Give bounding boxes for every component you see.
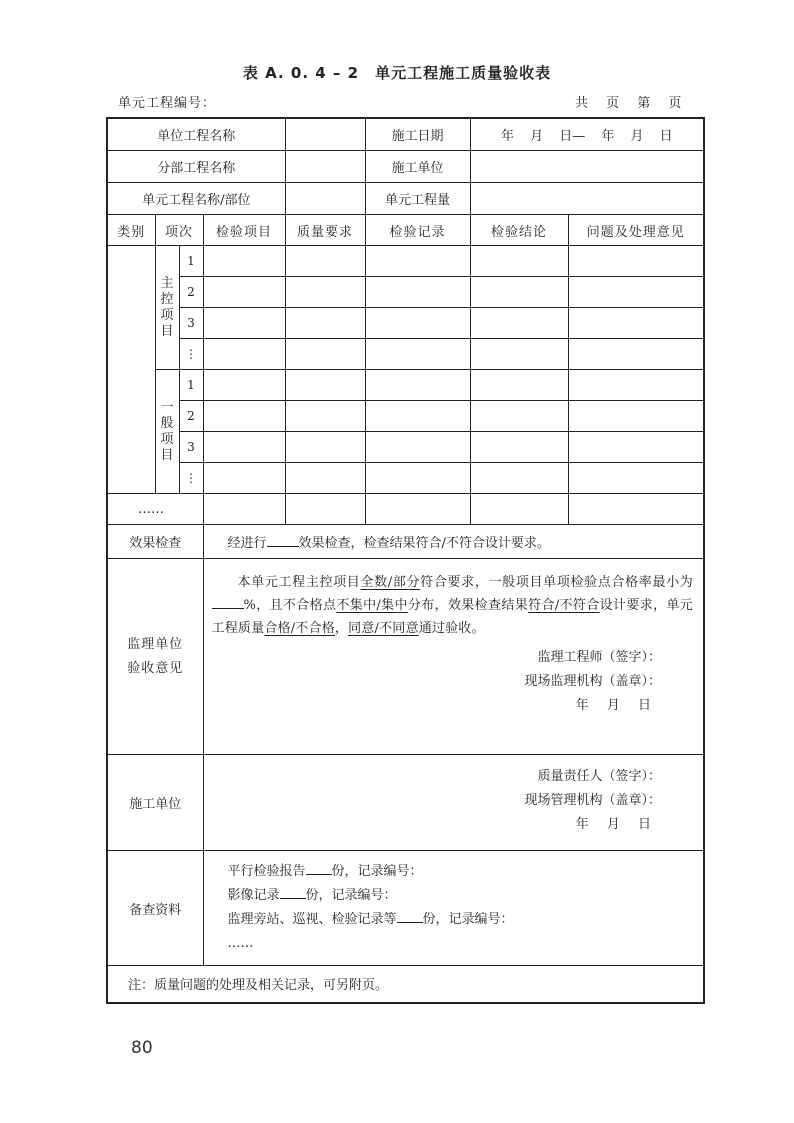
- table-cell[interactable]: [470, 308, 568, 339]
- construction-org-seal[interactable]: 现场管理机构（盖章）：: [524, 793, 662, 808]
- supervision-opinion-label: [107, 559, 203, 755]
- opinion-option-conform[interactable]: 符合/不符合: [528, 598, 600, 613]
- table-cell[interactable]: [285, 463, 365, 494]
- table-cell[interactable]: [203, 370, 285, 401]
- table-cell[interactable]: [568, 308, 704, 339]
- main-control-group-label: [155, 246, 179, 370]
- table-cell[interactable]: [365, 339, 470, 370]
- table-cell[interactable]: [470, 339, 568, 370]
- effect-check-text-after: 效果检查，检查结果符合/不符合设计要求。: [298, 536, 550, 551]
- opinion-option-agree[interactable]: 同意/不同意: [348, 621, 419, 636]
- construction-unit-label: 施工单位: [365, 151, 470, 183]
- table-cell[interactable]: [365, 494, 470, 525]
- more-rows-ellipsis: ……: [107, 494, 203, 525]
- unit-engineering-name-label: 单元工程名称/部位: [107, 183, 285, 215]
- header-item-no: 项次: [155, 215, 203, 246]
- supervision-engineer-signature[interactable]: 监理工程师（签字）：: [537, 650, 662, 665]
- construction-unit-value[interactable]: [470, 151, 704, 183]
- table-cell[interactable]: [203, 308, 285, 339]
- unit-engineering-name-value[interactable]: [285, 183, 365, 215]
- effect-check-label: 效果检查: [107, 525, 203, 559]
- construction-date-value[interactable]: 年 月 日— 年 月 日: [470, 118, 704, 151]
- backup-blank[interactable]: [280, 886, 306, 899]
- table-cell[interactable]: [568, 401, 704, 432]
- table-cell[interactable]: [568, 277, 704, 308]
- opinion-text: 符合要求，一般项目单项检验点合格率最小为: [420, 575, 694, 590]
- opinion-text: ，: [334, 621, 349, 636]
- opinion-option-concentrated[interactable]: 不集中/集中: [336, 598, 408, 613]
- supervision-label-line1: 监理单位: [127, 636, 184, 652]
- backup-line-ellipsis: ……: [227, 936, 254, 951]
- opinion-text: 设计要求，单元工程质量: [211, 598, 693, 636]
- header-quality-requirement: 质量要求: [285, 215, 365, 246]
- backup-line-parallel-report: [228, 860, 704, 884]
- construction-date[interactable]: 年 月 日: [575, 817, 652, 832]
- table-cell[interactable]: [470, 370, 568, 401]
- item-number: 1: [179, 370, 203, 401]
- opinion-option-qualified[interactable]: 合格/不合格: [264, 621, 335, 636]
- table-cell[interactable]: [203, 494, 285, 525]
- table-cell[interactable]: [285, 339, 365, 370]
- quality-responsible-signature[interactable]: 质量责任人（签字）：: [537, 769, 662, 784]
- header-inspection-conclusion: 检验结论: [470, 215, 568, 246]
- backup-line-supervision-record: [228, 908, 704, 932]
- backup-text: 份，记录编号：: [331, 864, 423, 879]
- table-cell[interactable]: [365, 401, 470, 432]
- table-cell[interactable]: [285, 432, 365, 463]
- sub-project-name-value[interactable]: [285, 151, 365, 183]
- sub-project-name-label: 分部工程名称: [107, 151, 285, 183]
- backup-blank[interactable]: [397, 910, 423, 923]
- table-cell[interactable]: [365, 370, 470, 401]
- effect-check-blank[interactable]: [267, 534, 299, 547]
- table-cell[interactable]: [285, 401, 365, 432]
- opinion-text: 本单元工程主控项目: [237, 575, 361, 590]
- general-char: 目: [160, 447, 174, 463]
- item-number: 1: [179, 246, 203, 277]
- unit-number-label: 单元工程编号：: [118, 96, 217, 111]
- unit-engineering-quantity-label: 单元工程量: [365, 183, 470, 215]
- unit-engineering-quantity-value[interactable]: [470, 183, 704, 215]
- header-inspection-record: 检验记录: [365, 215, 470, 246]
- acceptance-table: [106, 117, 705, 1004]
- table-cell[interactable]: [470, 277, 568, 308]
- supervision-label-line2: 验收意见: [127, 660, 184, 676]
- backup-text: 平行检验报告: [227, 864, 306, 879]
- table-cell[interactable]: [203, 463, 285, 494]
- main-control-char: 主: [160, 275, 174, 291]
- table-cell[interactable]: [470, 432, 568, 463]
- item-number: ⋮: [179, 339, 203, 370]
- table-cell[interactable]: [568, 246, 704, 277]
- general-char: 项: [160, 431, 174, 447]
- item-number: 3: [179, 308, 203, 339]
- table-cell[interactable]: [285, 494, 365, 525]
- general-char: 般: [160, 415, 174, 431]
- general-group-label: [155, 370, 179, 494]
- header-problem-opinion: 问题及处理意见: [568, 215, 704, 246]
- table-cell[interactable]: [470, 494, 568, 525]
- backup-text: 影像记录: [227, 888, 280, 903]
- page-number: 80: [131, 1038, 153, 1058]
- item-number: ⋮: [179, 463, 203, 494]
- general-char: 一: [160, 399, 174, 415]
- table-cell[interactable]: [470, 463, 568, 494]
- opinion-text: 分布，效果检查结果: [407, 598, 529, 613]
- table-cell[interactable]: [568, 494, 704, 525]
- table-cell[interactable]: [365, 463, 470, 494]
- table-cell[interactable]: [365, 432, 470, 463]
- table-cell[interactable]: [285, 277, 365, 308]
- backup-blank[interactable]: [306, 862, 332, 875]
- supervision-opinion-paragraph: [212, 571, 694, 640]
- table-cell[interactable]: [365, 246, 470, 277]
- unit-project-name-label: 单位工程名称: [107, 118, 285, 151]
- opinion-text: %，且不合格点: [243, 598, 337, 613]
- table-cell[interactable]: [203, 339, 285, 370]
- table-cell[interactable]: [285, 246, 365, 277]
- header-category: 类别: [107, 215, 155, 246]
- backup-materials-label: 备查资料: [107, 851, 203, 966]
- opinion-text: 通过验收。: [418, 621, 485, 636]
- table-cell[interactable]: [203, 246, 285, 277]
- backup-text: 监理旁站、巡视、检验记录等: [227, 912, 397, 927]
- unit-project-name-value[interactable]: [285, 118, 365, 151]
- effect-check-text-before: 经进行: [227, 536, 267, 551]
- table-cell[interactable]: [568, 370, 704, 401]
- table-cell[interactable]: [285, 308, 365, 339]
- category-cell: [107, 246, 155, 494]
- opinion-option-all-partial[interactable]: 全数/部分: [360, 575, 421, 590]
- backup-text: 份，记录编号：: [305, 888, 397, 903]
- backup-line-video-record: [228, 884, 704, 908]
- table-cell[interactable]: [568, 432, 704, 463]
- main-control-char: 控: [160, 291, 174, 307]
- table-cell[interactable]: [365, 308, 470, 339]
- construction-date-label: 施工日期: [365, 118, 470, 151]
- header-inspection-item: 检验项目: [203, 215, 285, 246]
- backup-materials-content: [203, 851, 704, 966]
- table-note: 注：质量问题的处理及相关记录，可另附页。: [107, 966, 704, 1003]
- table-cell[interactable]: [203, 277, 285, 308]
- table-cell[interactable]: [203, 432, 285, 463]
- supervision-opinion-content: [203, 559, 704, 755]
- table-cell[interactable]: [470, 401, 568, 432]
- table-cell[interactable]: [470, 246, 568, 277]
- pass-rate-blank[interactable]: [212, 596, 244, 609]
- supervision-date[interactable]: 年 月 日: [575, 698, 652, 713]
- construction-unit-section-label: 施工单位: [107, 755, 203, 851]
- construction-unit-section-content: [203, 755, 704, 851]
- table-cell[interactable]: [568, 339, 704, 370]
- page-title: 表 A. 0. 4 – 2 单元工程施工质量验收表: [242, 64, 552, 82]
- table-cell[interactable]: [203, 401, 285, 432]
- effect-check-content: [203, 525, 704, 559]
- supervision-org-seal[interactable]: 现场监理机构（盖章）：: [524, 674, 662, 689]
- table-cell[interactable]: [568, 463, 704, 494]
- table-cell[interactable]: [285, 370, 365, 401]
- main-control-char: 项: [160, 307, 174, 323]
- item-number: 3: [179, 432, 203, 463]
- page-count-label: 共 页 第 页: [575, 96, 682, 111]
- item-number: 2: [179, 277, 203, 308]
- table-cell[interactable]: [365, 277, 470, 308]
- backup-text: 份，记录编号：: [422, 912, 514, 927]
- main-control-char: 目: [160, 323, 174, 339]
- item-number: 2: [179, 401, 203, 432]
